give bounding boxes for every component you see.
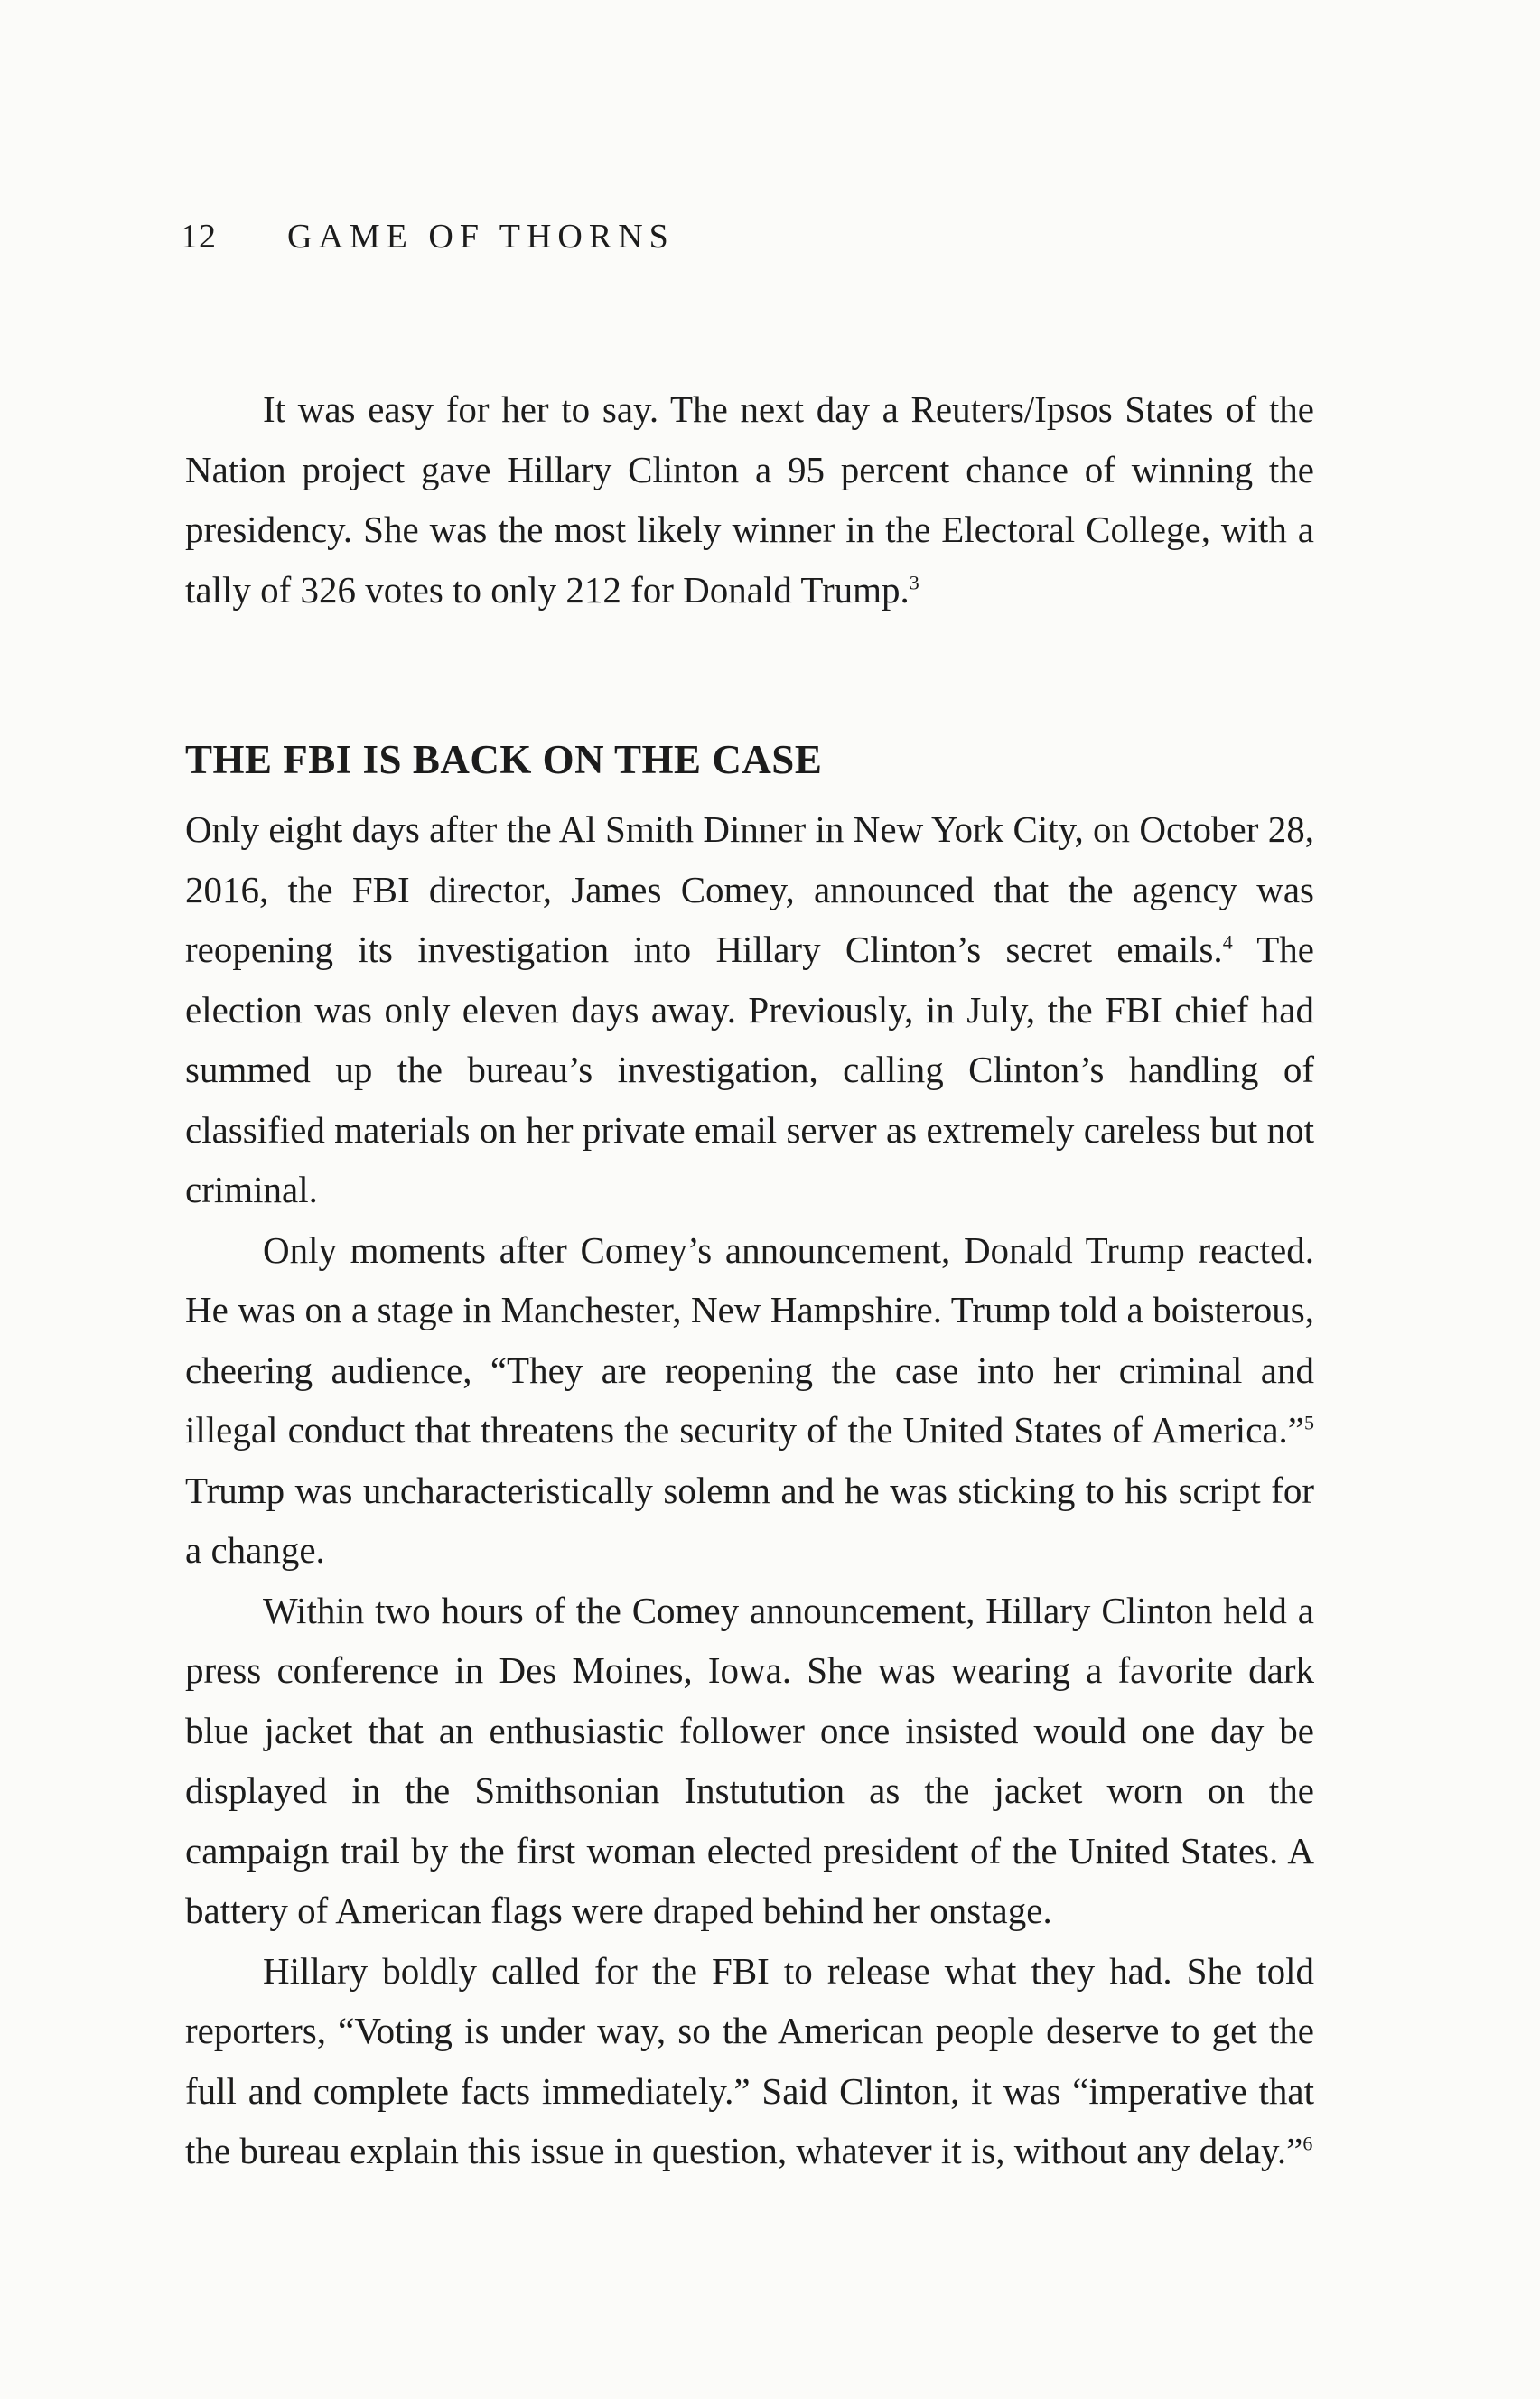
paragraph-text: Only eight days after the Al Smith Dinner in New York City, on October 28, 2016, the FBI director, James Comey, announced that the agency was reopening its investigation into Hillary Clinton’s secret emails. [185,808,1314,970]
footnote-ref-6: 6 [1302,2132,1313,2155]
section-heading: THE FBI IS BACK ON THE CASE [185,737,823,782]
paragraph-text: It was easy for her to say. The next day a Reuters/Ipsos States of the Nation project gave Hillary Clinton a 95 percent chance of winning the presidency. She was the most likely winner in the Electoral College, with a tally of 326 votes to only 212 for Donald Trump. [185,388,1314,611]
footnote-ref-5: 5 [1304,1411,1314,1434]
paragraph-2 [185,799,1314,1220]
paragraph-text: Hillary boldly called for the FBI to release what they had. She told reporters, “Voting is under way, so the American people deserve to get the full and complete facts immediately.” Said Clinton, it was “imperative that the bureau explain this issue in question, whatever it is, without any delay.” [185,1949,1314,2171]
paragraph-4 [185,1581,1314,1941]
paragraph-text: Within two hours of the Comey announcement, Hillary Clinton held a press conference in Des Moines, Iowa. She was wearing a favorite dark blue jacket that an enthusiastic follower once insisted would one day be displayed in the Smithsonian Instutution as the jacket worn on the campaign trail by the first woman elected president of the United States. A battery of American flags were draped behind her onstage. [185,1589,1314,1931]
footnote-ref-3: 3 [909,570,919,593]
paragraph-3 [185,1220,1314,1581]
paragraph-5 [185,1941,1314,2181]
body-text [185,379,1314,2181]
paragraph-text: The election was only eleven days away. Previously, in July, the FBI chief had summed up the bureau’s investigation, calling Clinton’s handling of classified materials on her private email server as extremely careless but not criminal. [185,929,1314,1210]
paragraph-1 [185,379,1314,620]
footnote-ref-4: 4 [1222,930,1233,954]
paragraph-text: Trump was uncharacteristically solemn and he was sticking to his script for a change. [185,1469,1314,1571]
page-number: 12 [181,218,217,256]
running-head [181,217,675,257]
paragraph-text: Only moments after Comey’s announcement, Donald Trump reacted. He was on a stage in Manchester, New Hampshire. Trump told a boisterous, cheering audience, “They are reopening the case into her criminal and illegal conduct that threatens the security of the United States of America.” [185,1228,1314,1451]
running-title: GAME OF THORNS [287,218,675,256]
